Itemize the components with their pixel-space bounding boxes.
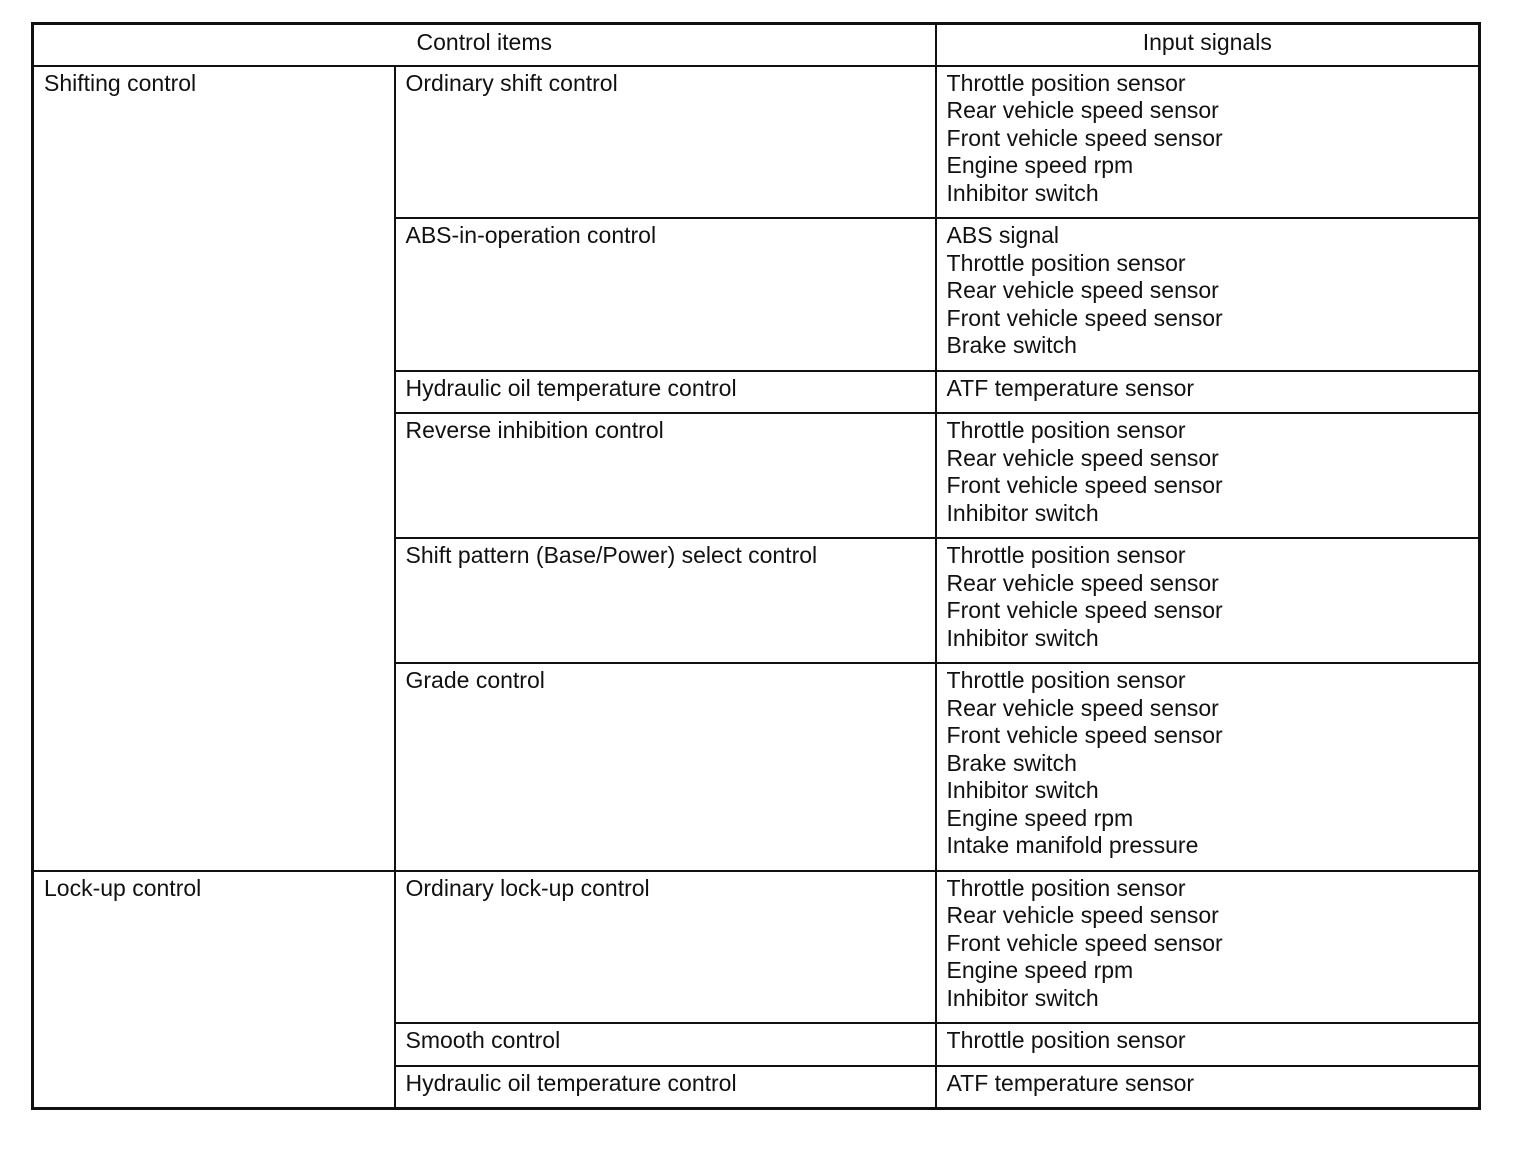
input-signal: Rear vehicle speed sensor bbox=[946, 97, 1219, 123]
control-items-table bbox=[31, 22, 1481, 1110]
input-signals-cell bbox=[936, 218, 1480, 371]
input-signal: Inhibitor switch bbox=[946, 624, 1099, 651]
input-signal: Throttle position sensor bbox=[946, 874, 1186, 901]
table-row bbox=[33, 66, 1480, 219]
control-item-cell: ABS-in-operation control bbox=[395, 218, 936, 371]
control-item-cell: Hydraulic oil temperature control bbox=[395, 1066, 936, 1109]
input-signal: Front vehicle speed sensor bbox=[946, 124, 1223, 151]
input-signal: Throttle position sensor bbox=[946, 417, 1186, 443]
input-signal: Engine speed rpm bbox=[946, 804, 1134, 831]
control-item-cell: Hydraulic oil temperature control bbox=[395, 371, 936, 414]
input-signals-cell bbox=[936, 871, 1480, 1024]
input-signal: Front vehicle speed sensor bbox=[946, 929, 1223, 956]
control-item-cell: Grade control bbox=[395, 663, 936, 871]
header-control-items: Control items bbox=[33, 24, 936, 66]
control-item-cell: Reverse inhibition control bbox=[395, 413, 936, 538]
control-item-cell: Smooth control bbox=[395, 1023, 936, 1066]
input-signal: Inhibitor switch bbox=[946, 984, 1099, 1011]
input-signal: Inhibitor switch bbox=[946, 499, 1099, 526]
input-signal: Throttle position sensor bbox=[946, 69, 1186, 96]
input-signal: Intake manifold pressure bbox=[946, 832, 1199, 858]
input-signal: Rear vehicle speed sensor bbox=[946, 902, 1219, 928]
input-signals-cell bbox=[936, 538, 1480, 663]
input-signal: Front vehicle speed sensor bbox=[946, 722, 1223, 748]
control-item-cell: Ordinary shift control bbox=[395, 66, 936, 219]
input-signal: Throttle position sensor bbox=[946, 1027, 1186, 1053]
input-signal: Throttle position sensor bbox=[946, 542, 1186, 568]
control-item-cell: Shift pattern (Base/Power) select control bbox=[395, 538, 936, 663]
input-signal: Rear vehicle speed sensor bbox=[946, 569, 1219, 596]
input-signal: Brake switch bbox=[946, 332, 1077, 358]
input-signal: ABS signal bbox=[946, 222, 1060, 248]
table-body bbox=[33, 66, 1480, 1109]
control-item-cell: Ordinary lock-up control bbox=[395, 871, 936, 1024]
input-signal: ATF temperature sensor bbox=[946, 374, 1195, 401]
input-signals-cell bbox=[936, 1023, 1480, 1066]
input-signal: Front vehicle speed sensor bbox=[946, 597, 1223, 623]
input-signals-cell bbox=[936, 371, 1480, 414]
input-signal: Engine speed rpm bbox=[946, 152, 1134, 178]
input-signal: Front vehicle speed sensor bbox=[946, 472, 1223, 498]
input-signals-cell bbox=[936, 66, 1480, 219]
input-signals-cell bbox=[936, 1066, 1480, 1109]
header-input-signals: Input signals bbox=[936, 24, 1480, 66]
header-row bbox=[33, 24, 1480, 66]
category-cell: Lock-up control bbox=[33, 871, 395, 1109]
input-signal: Throttle position sensor bbox=[946, 667, 1186, 693]
input-signal: Rear vehicle speed sensor bbox=[946, 444, 1219, 471]
input-signal: Front vehicle speed sensor bbox=[946, 304, 1223, 331]
input-signal: Rear vehicle speed sensor bbox=[946, 694, 1219, 721]
input-signal: ATF temperature sensor bbox=[946, 1069, 1195, 1096]
input-signals-cell bbox=[936, 413, 1480, 538]
input-signal: Engine speed rpm bbox=[946, 957, 1134, 983]
input-signal: Inhibitor switch bbox=[946, 777, 1099, 803]
input-signals-cell bbox=[936, 663, 1480, 871]
input-signal: Brake switch bbox=[946, 749, 1077, 776]
input-signal: Rear vehicle speed sensor bbox=[946, 277, 1219, 303]
category-cell: Shifting control bbox=[33, 66, 395, 871]
input-signal: Inhibitor switch bbox=[946, 179, 1099, 206]
input-signal: Throttle position sensor bbox=[946, 249, 1186, 276]
table-row bbox=[33, 871, 1480, 1024]
